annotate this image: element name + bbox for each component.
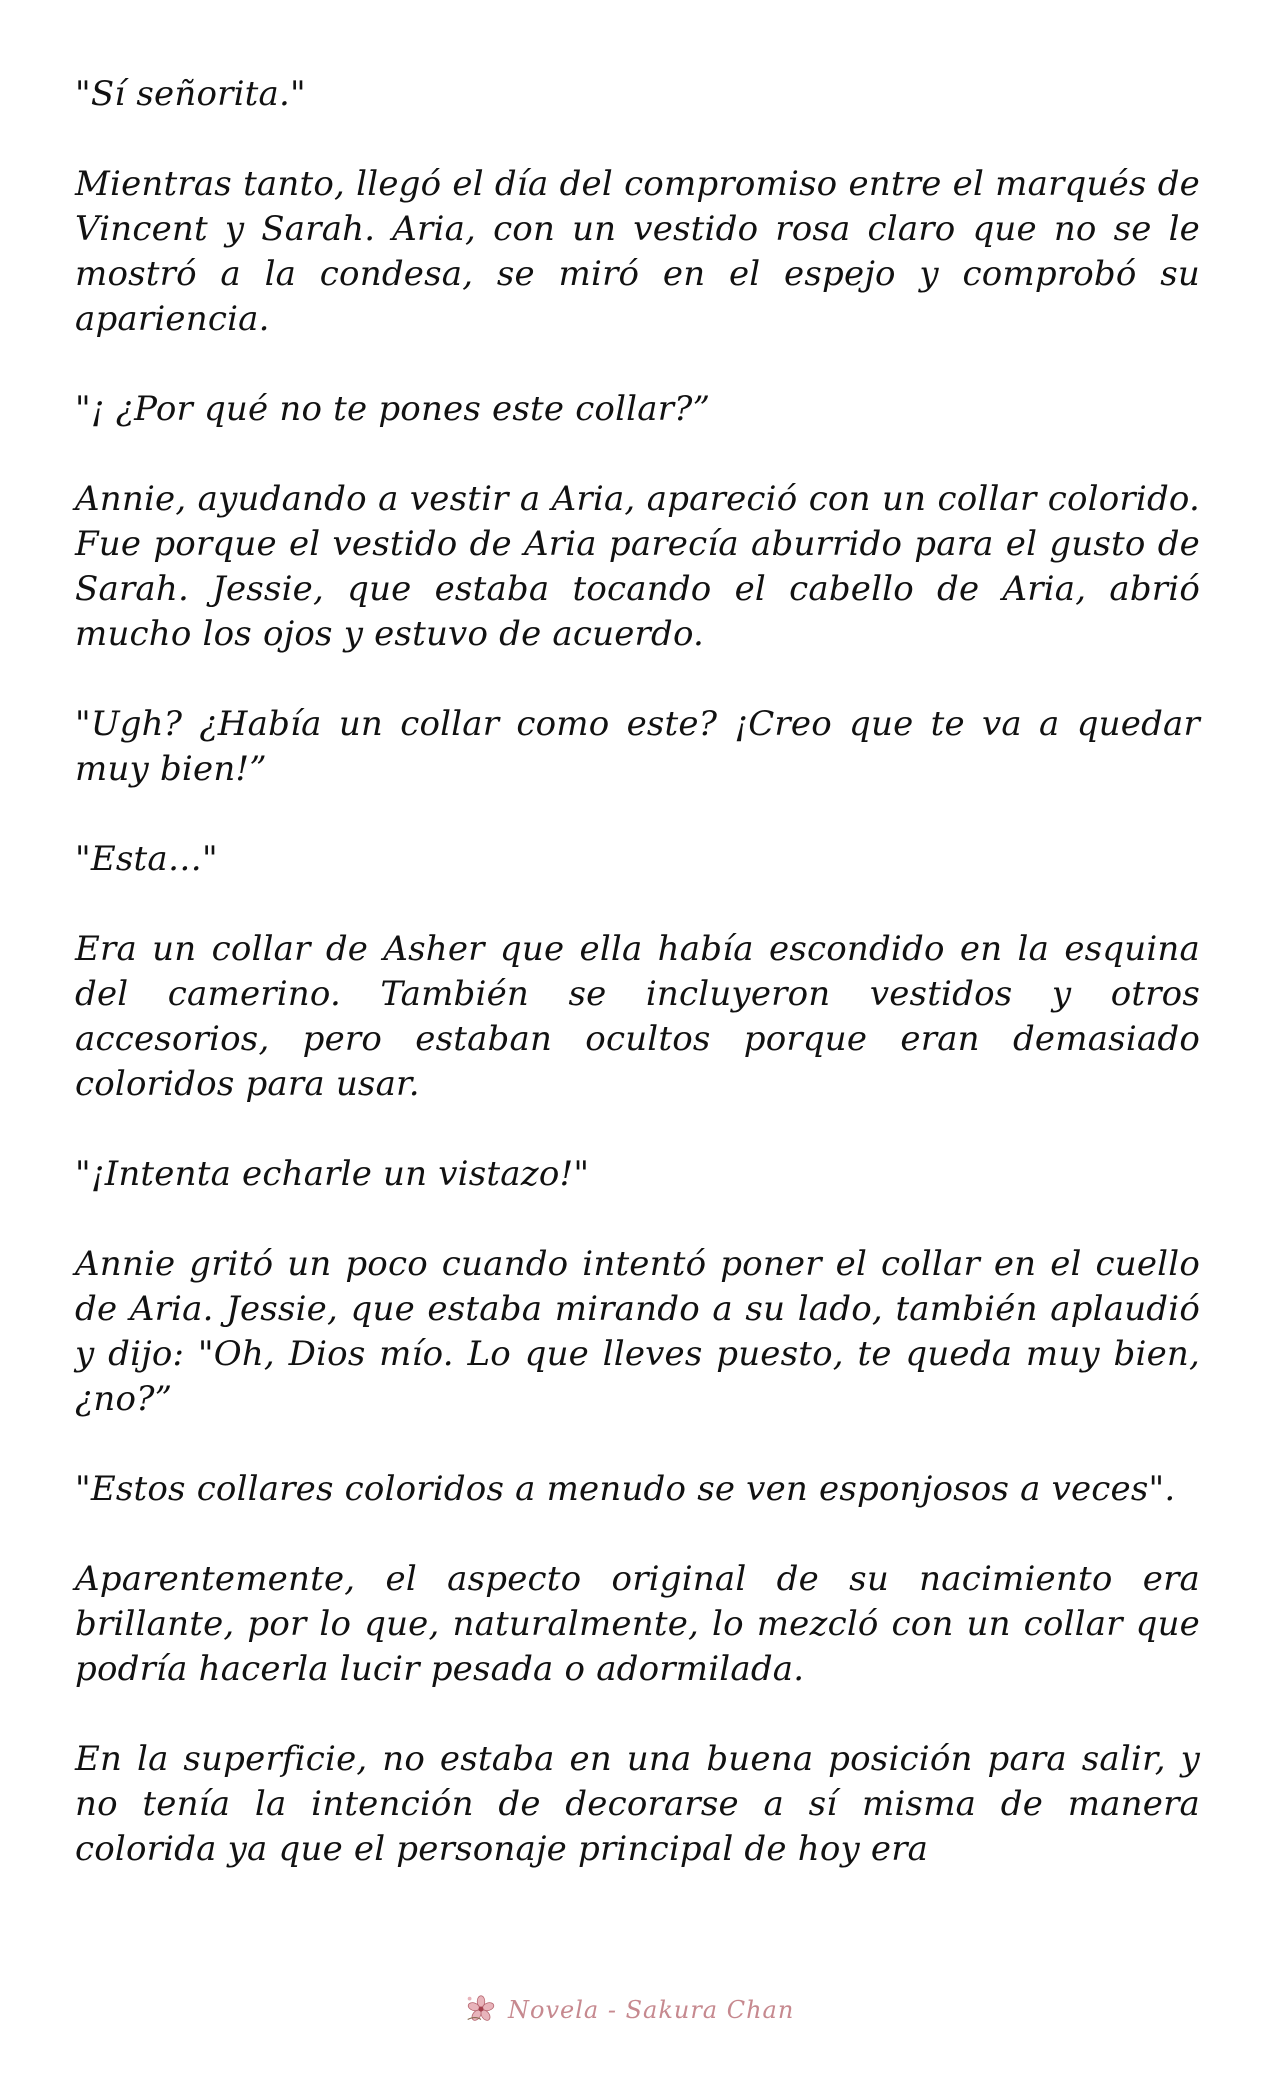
paragraph: Annie gritó un poco cuando intentó poner el collar en el cuello de Aria. Jessie, que estaba mirando a su lado, también aplaudió y dijo: "Oh, Dios mío. Lo que lleves puesto, te queda muy bien, ¿no?” xyxy=(75,1244,1200,1419)
paragraph: "Ugh? ¿Había un collar como este? ¡Creo que te va a quedar muy bien!” xyxy=(75,704,1200,789)
paragraph: En la superficie, no estaba en una buena posición para salir, y no tenía la intención de decorarse a sí misma de manera colorida ya que el personaje principal de hoy era xyxy=(75,1739,1200,1869)
footer-text: Novela - Sakura Chan xyxy=(508,1996,795,2024)
paragraph: "¡ ¿Por qué no te pones este collar?” xyxy=(75,389,711,429)
novel-text-body xyxy=(75,72,1200,1917)
footer-watermark xyxy=(462,1990,832,2030)
paragraph: "Estos collares coloridos a menudo se ven esponjosos a veces". xyxy=(75,1469,1176,1509)
paragraph: "¡Intenta echarle un vistazo!" xyxy=(75,1154,590,1194)
paragraph: Mientras tanto, llegó el día del compromiso entre el marqués de Vincent y Sarah. Aria, con un vestido rosa claro que no se le mostró a la condesa, se miró en el espejo y comprobó su apariencia. xyxy=(75,164,1200,339)
paragraph: "Sí señorita." xyxy=(75,74,306,114)
paragraph: Annie, ayudando a vestir a Aria, apareció con un collar colorido. Fue porque el vestido de Aria parecía aburrido para el gusto de Sarah. Jessie, que estaba tocando el cabello de Aria, abrió mucho los ojos y estuvo de acuerdo. xyxy=(75,479,1200,654)
sakura-flower-icon xyxy=(462,1991,500,2029)
paragraph: "Esta…" xyxy=(75,839,218,879)
paragraph: Era un collar de Asher que ella había escondido en la esquina del camerino. También se incluyeron vestidos y otros accesorios, pero estaban ocultos porque eran demasiado coloridos para usar. xyxy=(75,929,1200,1104)
paragraph: Aparentemente, el aspecto original de su nacimiento era brillante, por lo que, naturalmente, lo mezcló con un collar que podría hacerla lucir pesada o adormilada. xyxy=(75,1559,1200,1689)
